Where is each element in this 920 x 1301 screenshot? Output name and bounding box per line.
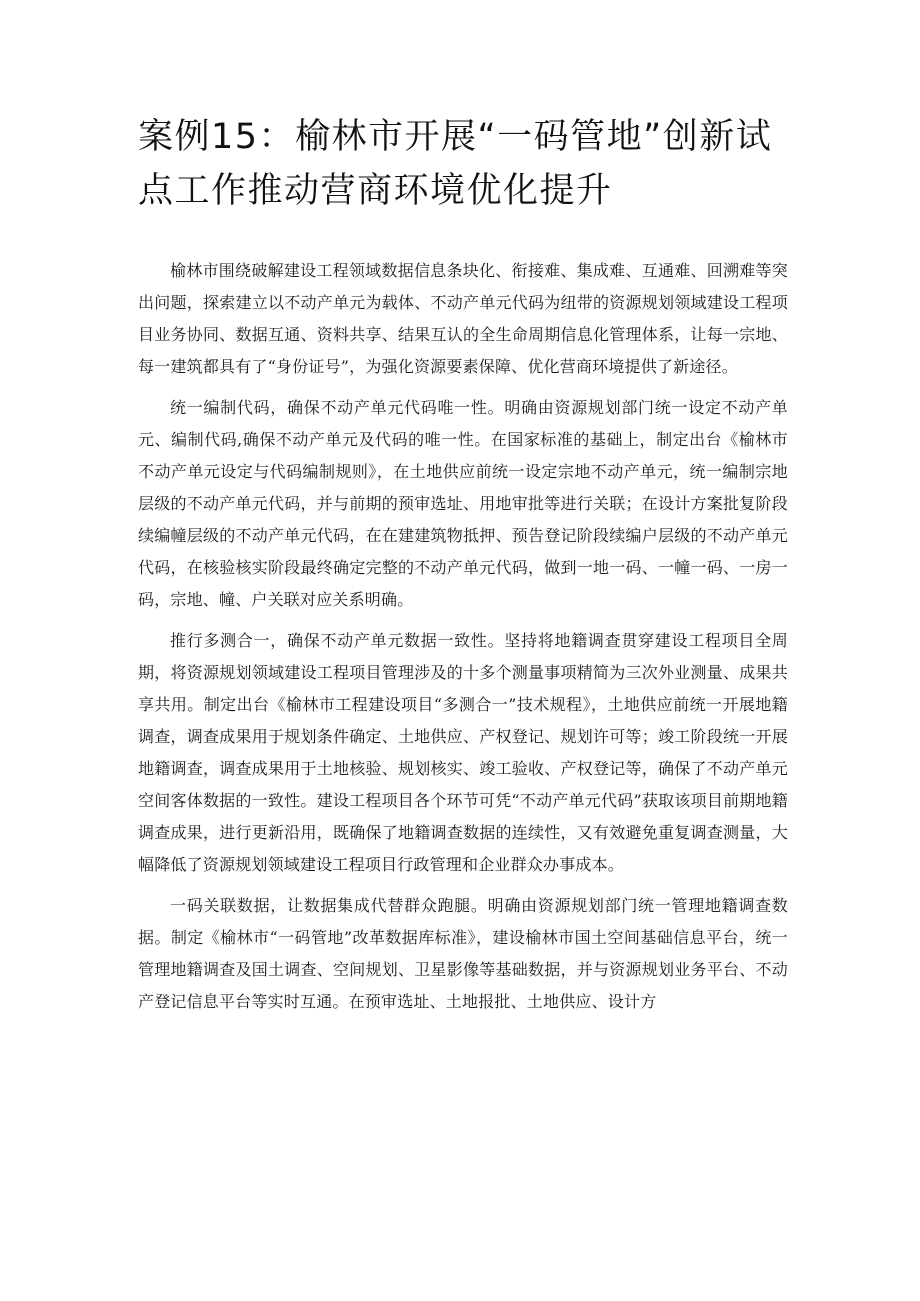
document-body [138,255,788,1027]
document-title: 案例15：榆林市开展“一码管地”创新试点工作推动营商环境优化提升 [138,117,773,211]
paragraph-data-linkage: 一码关联数据，让数据集成代替群众跑腿。明确由资源规划部门统一管理地籍调查数据。制定《榆林市“一码管地”改革数据库标准》，建设榆林市国土空间基础信息平台，统一管理地籍调查及国土调查、空间规划、卫星影像等基础数据，并与资源规划业务平台、不动产登记信息平台等实时互通。在预审选址、土地报批、土地供应、设计方 [138,896,788,1011]
paragraph-multi-survey: 推行多测合一，确保不动产单元数据一致性。坚持将地籍调查贯穿建设工程项目全周期，将资源规划领域建设工程项目管理涉及的十多个测量事项精简为三次外业测量、成果共享共用。制定出台《榆林市工程建设项目“多测合一”技术规程》，土地供应前统一开展地籍调查，调查成果用于规划条件确定、土地供应、产权登记、规划许可等；竣工阶段统一开展地籍调查，调查成果用于土地核验、规划核实、竣工验收、产权登记等，确保了不动产单元空间客体数据的一致性。建设工程项目各个环节可凭“不动产单元代码”获取该项目前期地籍调查成果，进行更新沿用，既确保了地籍调查数据的连续性，又有效避免重复调查测量，大幅降低了资源规划领域建设工程项目行政管理和企业群众办事成本。 [138,631,788,874]
paragraph-intro: 榆林市围绕破解建设工程领域数据信息条块化、衔接难、集成难、互通难、回溯难等突出问题，探索建立以不动产单元为载体、不动产单元代码为纽带的资源规划领域建设工程项目业务协同、数据互通、资料共享、结果互认的全生命周期信息化管理体系，让每一宗地、每一建筑都具有了“身份证号”，为强化资源要素保障、优化营商环境提供了新途径。 [138,261,788,376]
paragraph-unified-code: 统一编制代码，确保不动产单元代码唯一性。明确由资源规划部门统一设定不动产单元、编制代码,确保不动产单元及代码的唯一性。在国家标准的基础上，制定出台《榆林市不动产单元设定与代码编制规则》，在土地供应前统一设定宗地不动产单元，统一编制宗地层级的不动产单元代码，并与前期的预审选址、用地审批等进行关联；在设计方案批复阶段续编幢层级的不动产单元代码，在在建建筑物抵押、预告登记阶段续编户层级的不动产单元代码，在核验核实阶段最终确定完整的不动产单元代码，做到一地一码、一幢一码、一房一码，宗地、幢、户关联对应关系明确。 [138,398,788,609]
